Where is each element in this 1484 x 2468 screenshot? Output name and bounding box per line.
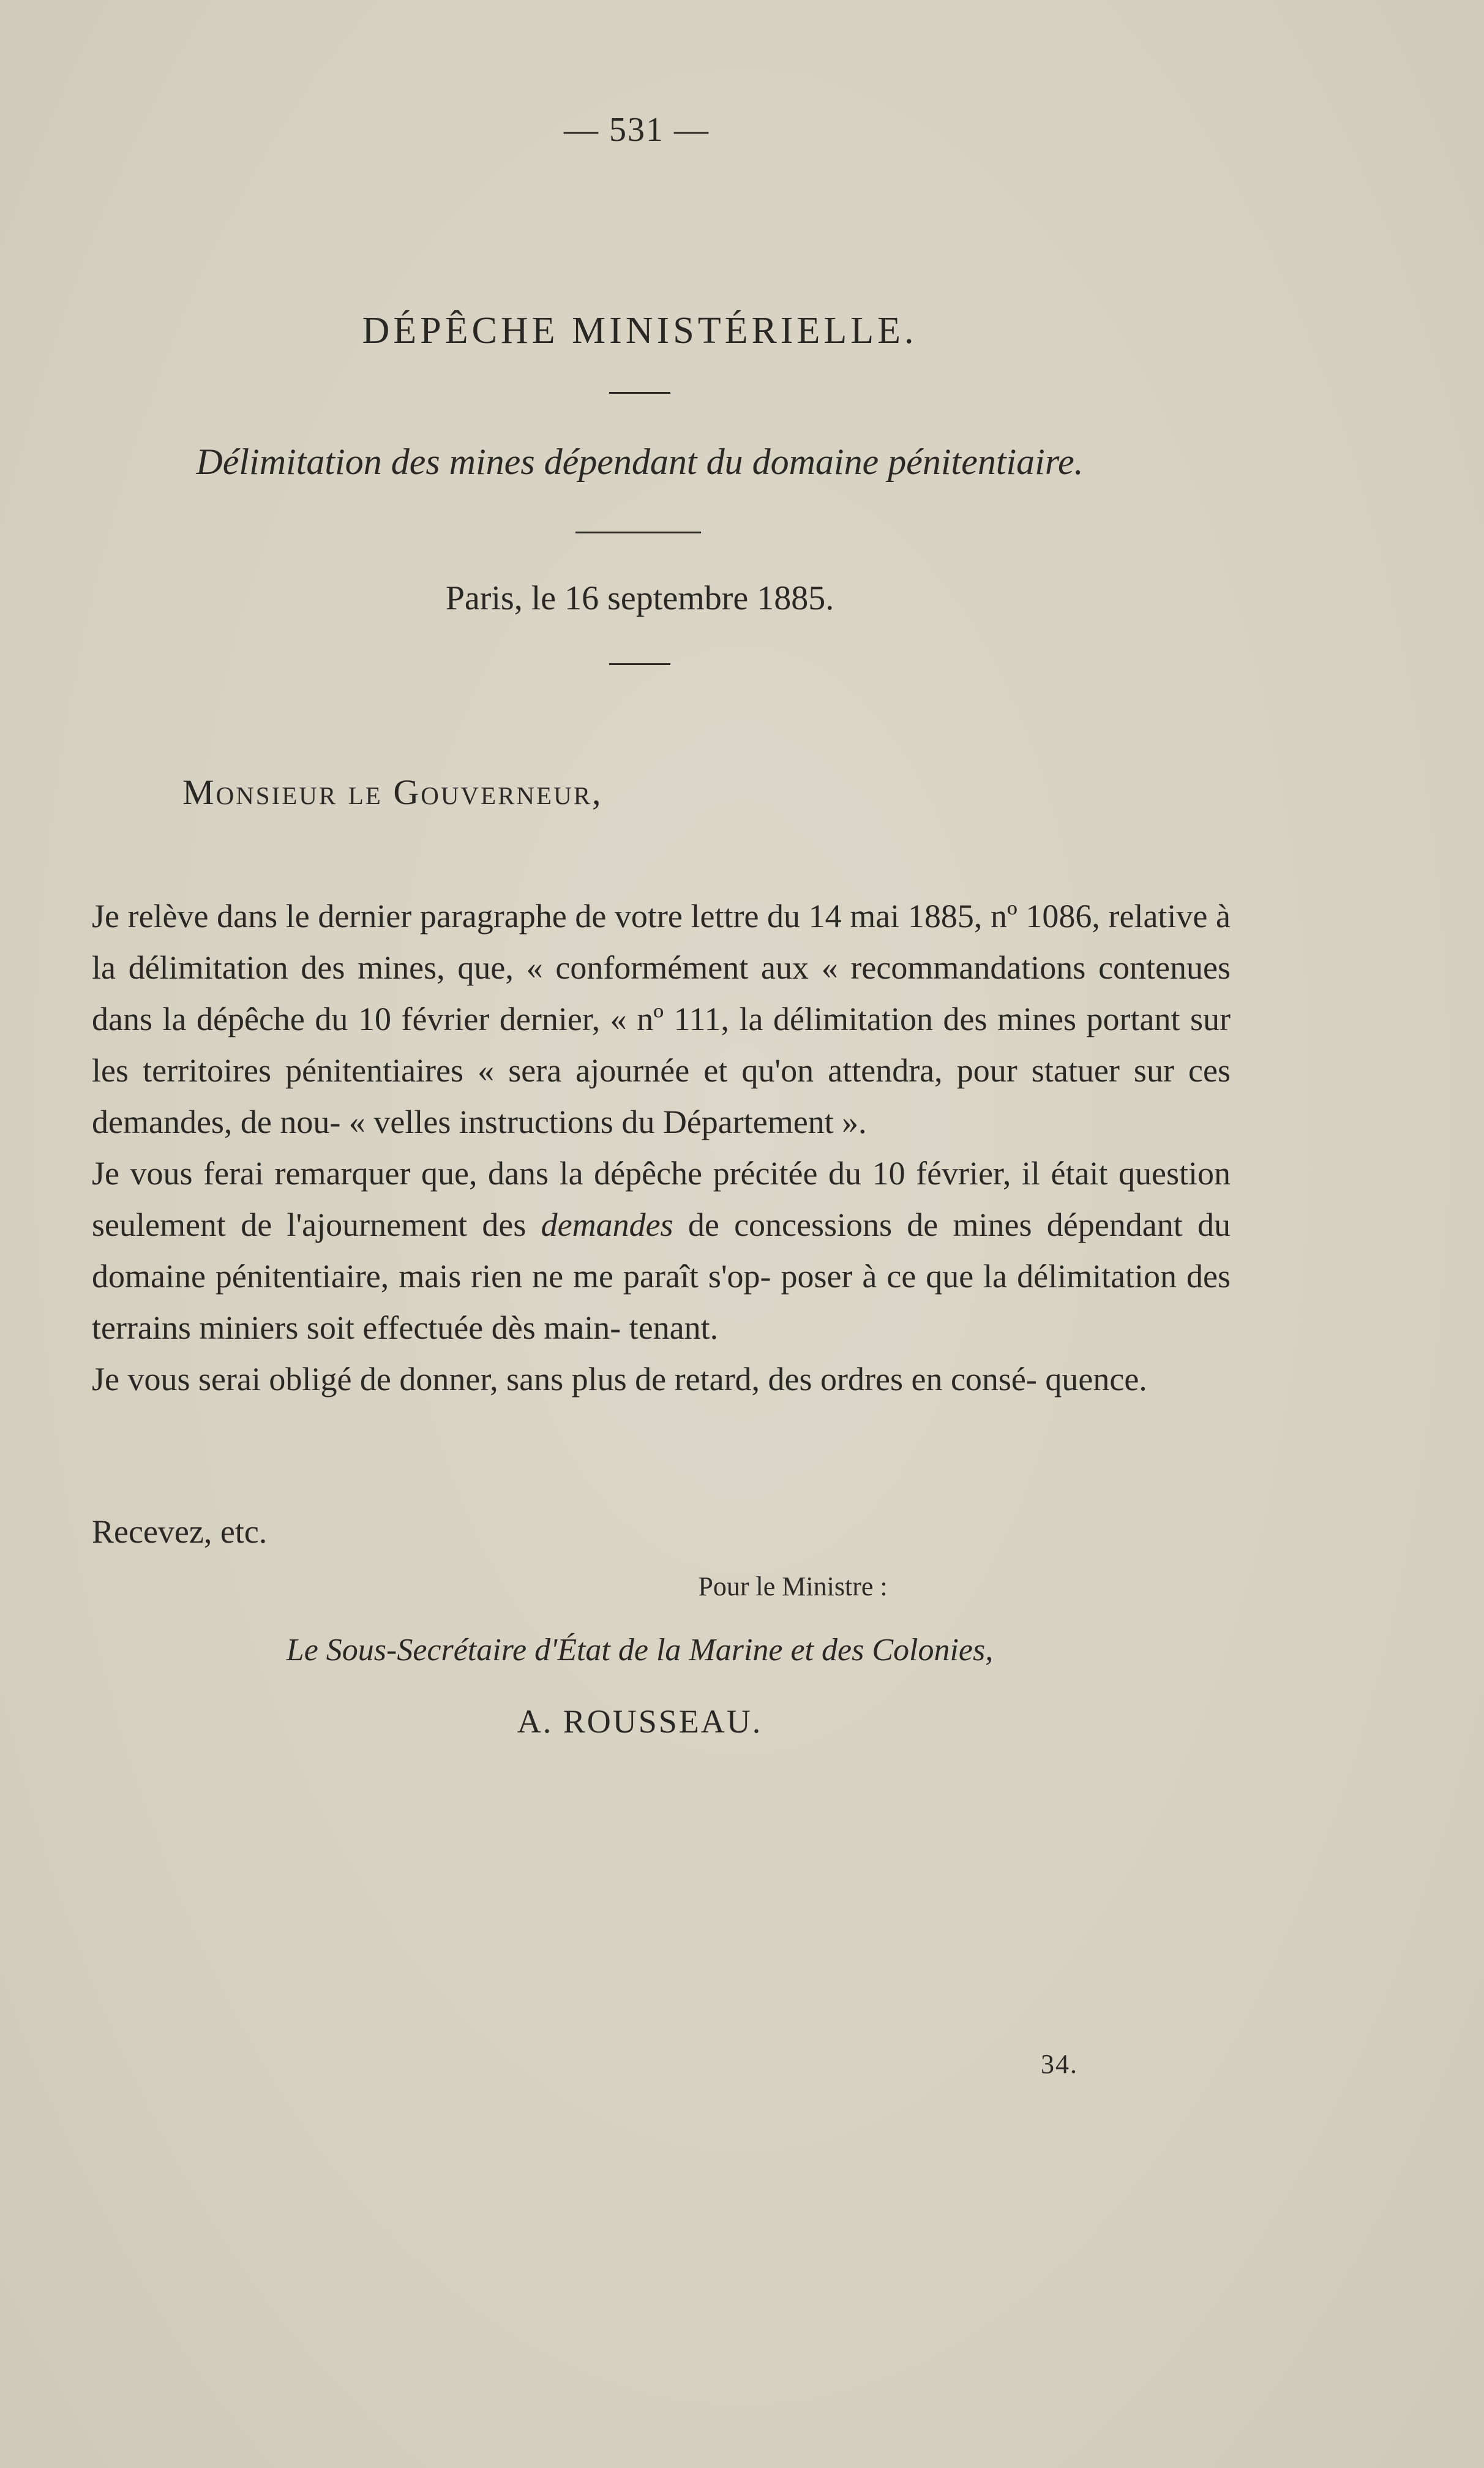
paragraph-1 <box>92 839 1231 1148</box>
signature: A. ROUSSEAU. <box>517 1703 763 1740</box>
paragraph-3 <box>92 1353 1231 1405</box>
paragraph-2-text-a: Je vous ferai remarquer que, dans la dépêche précitée du 10 février, il était question seulement de l'ajournement des <box>92 1155 1231 1243</box>
paragraph-2 <box>92 1148 1231 1353</box>
page-number: — 531 — <box>564 111 710 149</box>
title-rule <box>609 392 670 394</box>
letter-body <box>92 839 1231 1405</box>
paragraph-1-text: Je relève dans le dernier paragraphe de votre lettre du 14 mai 1885, nº 1086, relative à la délimitation des mines, que, « conformément aux « recommandations contenues dans la dépêche du 10 février dernier, « nº 111, la délimitation des mines portant sur les territoires pénitentiaires « sera ajournée et qu'on attendra, pour statuer sur ces demandes, de nou- « velles instructions du Département ». <box>92 898 1231 1140</box>
paragraph-3-text: Je vous serai obligé de donner, sans plus de retard, des ordres en consé- quence. <box>92 1361 1147 1398</box>
closing: Recevez, etc. <box>92 1513 268 1550</box>
dateline: Paris, le 16 septembre 1885. <box>445 579 834 617</box>
salutation: Monsieur le Gouverneur, <box>182 772 603 812</box>
subtitle-rule <box>575 532 701 533</box>
pour-le-ministre: Pour le Ministre : <box>698 1571 888 1601</box>
folio-number: 34. <box>1041 2049 1078 2079</box>
paragraph-2-emphasis: demandes <box>541 1206 673 1243</box>
document-title: DÉPÊCHE MINISTÉRIELLE. <box>362 310 918 352</box>
paragraph-2-text-b: de concessions de mines dépendant du domaine pénitentiaire, mais rien ne me paraît s'op- poser à ce que la délimitation des terrains miniers soit effectuée dès main- tenant. <box>92 1206 1231 1346</box>
dateline-rule <box>609 663 670 665</box>
sous-secretaire-line: Le Sous-Secrétaire d'État de la Marine et des Colonies, <box>286 1633 994 1668</box>
document-subtitle: Délimitation des mines dépendant du domaine pénitentiaire. <box>196 442 1084 482</box>
